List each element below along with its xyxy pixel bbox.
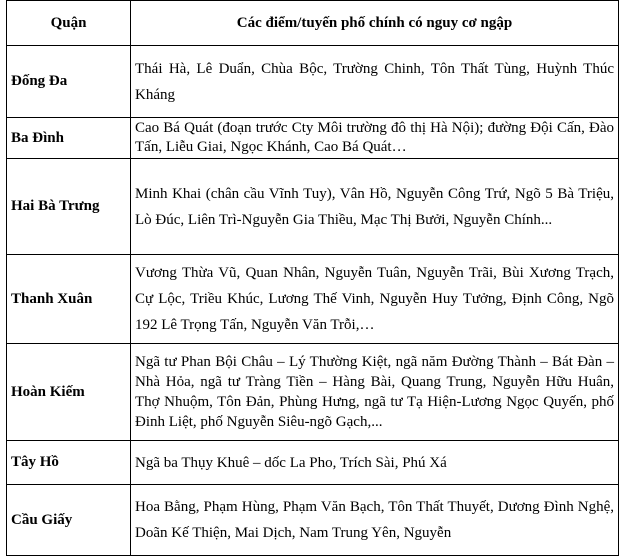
district-cell: Hai Bà Trưng: [7, 159, 131, 255]
district-cell: Hoàn Kiếm: [7, 344, 131, 441]
header-streets: Các điểm/tuyến phố chính có nguy cơ ngập: [131, 1, 619, 46]
table-row: [7, 441, 619, 485]
streets-cell: Thái Hà, Lê Duẩn, Chùa Bộc, Trường Chinh, Tôn Thất Tùng, Huỳnh Thúc Kháng: [131, 46, 619, 118]
streets-cell: Cao Bá Quát (đoạn trước Cty Môi trường đô thị Hà Nội); đường Đội Cấn, Đào Tấn, Liễu Giai, Ngọc Khánh, Cao Bá Quát…: [131, 118, 619, 159]
streets-cell: Minh Khai (chân cầu Vĩnh Tuy), Vân Hồ, Nguyễn Công Trứ, Ngõ 5 Bà Triệu, Lò Đúc, Liên Trì-Nguyễn Gia Thiều, Mạc Thị Bưởi, Nguyễn Chính...: [131, 159, 619, 255]
table-row: [7, 344, 619, 441]
streets-cell: Vương Thừa Vũ, Quan Nhân, Nguyễn Tuân, Nguyễn Trãi, Bùi Xương Trạch, Cự Lộc, Triều Khúc, Lương Thế Vinh, Nguyễn Huy Tưởng, Định Công, Ngõ 192 Lê Trọng Tấn, Nguyễn Văn Trỗi,…: [131, 255, 619, 344]
table-row: [7, 485, 619, 556]
table-row: [7, 159, 619, 255]
streets-cell: Hoa Bằng, Phạm Hùng, Phạm Văn Bạch, Tôn Thất Thuyết, Dương Đình Nghệ, Doãn Kế Thiện, Mai Dịch, Nam Trung Yên, Nguyễn: [131, 485, 619, 556]
district-cell: Tây Hồ: [7, 441, 131, 485]
streets-cell: Ngã ba Thụy Khuê – dốc La Pho, Trích Sài, Phú Xá: [131, 441, 619, 485]
district-cell: Ba Đình: [7, 118, 131, 159]
district-cell: Đống Đa: [7, 46, 131, 118]
district-cell: Cầu Giấy: [7, 485, 131, 556]
table-row: [7, 46, 619, 118]
header-district: Quận: [7, 1, 131, 46]
district-cell: Thanh Xuân: [7, 255, 131, 344]
streets-cell: Ngã tư Phan Bội Châu – Lý Thường Kiệt, ngã năm Đường Thành – Bát Đàn – Nhà Hỏa, ngã tư Tràng Tiền – Hàng Bài, Quang Trung, Nguyễn Hữu Huân, Thợ Nhuộm, Tôn Đản, Phùng Hưng, ngã tư Tạ Hiện-Lương Ngọc Quyến, phố Đinh Liệt, phố Nguyễn Siêu-ngõ Gạch,...: [131, 344, 619, 441]
table-row: [7, 255, 619, 344]
table-header-row: [7, 1, 619, 46]
flood-risk-table: [6, 0, 619, 556]
table-row: [7, 118, 619, 159]
